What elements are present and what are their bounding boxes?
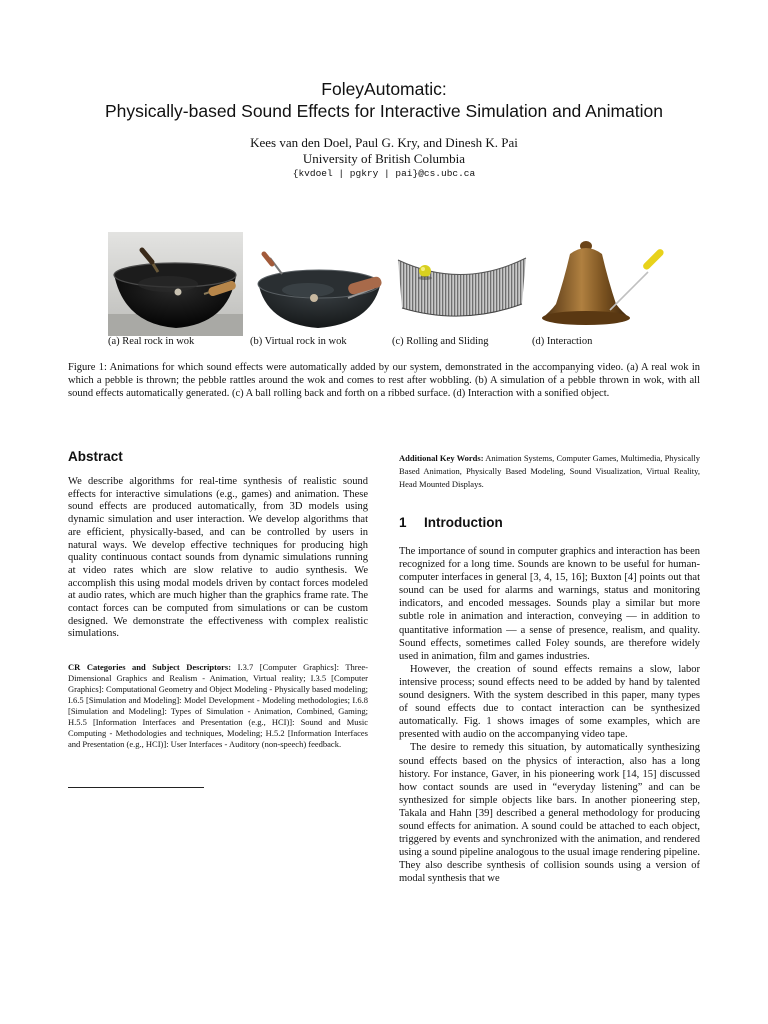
paper-title-line2: Physically-based Sound Effects for Interactive Simulation and Animation <box>104 101 664 121</box>
subcaption-b: (b) Virtual rock in wok <box>250 336 347 347</box>
keywords-text: Animation Systems, Computer Games, Multimedia, Physically Based Animation, Physically Based Modeling, Sound Visualization, Virtual Reality, Head Mounted Displays. <box>399 453 700 489</box>
cr-categories-text: I.3.7 [Computer Graphics]: Three-Dimensional Graphics and Realism - Animation, Virtual reality; I.3.5 [Computer Graphics]: Computational Geometry and Object Modeling - Physically based modeling; I.6.5 [Simulation and Modeling]: Model Development - Modeling methodologies; I.6.8 [Simulation and Modeling]: Types of Simulation - Animation, Combined, Gaming; H.5.5 [Information Interfaces and Presentation (e.g., HCI)]: Sound and Music Computing - Methodologies and techniques, Modeling; H.5.2 [Information Interfaces and Presentation (e.g., HCI)]: User Interfaces - Auditory (non-speech) feedback. <box>68 662 369 749</box>
cr-categories <box>68 662 368 750</box>
affiliation: University of British Columbia <box>302 151 466 166</box>
figure-image-ribbed-surface <box>394 232 530 336</box>
additional-keywords <box>399 452 700 491</box>
section-heading-introduction <box>399 515 503 530</box>
figure-caption: Figure 1: Animations for which sound effects were automatically added by our system, demonstrated in the accompanying video. (a) A real wok in which a pebble is thrown; the pebble rattles around the wok and comes to rest after wobbling. (b) A simulation of a pebble thrown in wok, with all sound effects automatically generated. (c) A ball rolling back and forth on a ribbed surface. (d) Interaction with a sonified object. <box>68 362 700 399</box>
figure-image-virtual-wok <box>252 232 387 336</box>
paragraph: However, the creation of sound effects remains a slow, labor intensive process; sound effects need to be added by hand by talented sound designers. With the system described in this paper, many types of sound effects due to contact interaction can be synthesized automatically. Fig. 1 shows images of some examples, which are presented with audio on the accompanying video tape. <box>399 663 700 741</box>
subcaption-d: (d) Interaction <box>532 336 593 347</box>
abstract-heading: Abstract <box>68 449 123 464</box>
section-title: Introduction <box>424 515 503 530</box>
figure-image-bell <box>536 232 664 336</box>
abstract-text: We describe algorithms for real-time synthesis of realistic sound effects for interactive simulations (e.g., games) and animation. These sound effects are produced automatically, from 3D models using dynamic simulation and user interaction. We develop algorithms that are efficient, physically-based, and can be controlled by users in natural ways. We develop effective techniques for producing high quality continuous contact sounds from dynamic simulations running at video rates which are slow relative to audio synthesis. We accomplish this using modal models driven by contact forces modeled at audio rates, which are much higher than the graphics frame rate. The contact forces can be computed from simulations or can be custom designed. We demonstrate the effectiveness with complex realistic simulations. <box>68 476 368 640</box>
author-list: Kees van den Doel, Paul G. Kry, and Dinesh K. Pai <box>250 135 518 150</box>
footnote-rule <box>68 787 204 788</box>
keywords-label: Additional Key Words: <box>399 453 484 463</box>
paragraph: The importance of sound in computer graphics and interaction has been recognized for a long time. Sounds are known to be useful for human-computer interfaces in general [3, 4, 15, 16]; Buxton [4] points out that sound can be used for alarms and warnings, status and monitoring indicators, and encoded messages. Sounds play a similar but more subtle role in animation and interaction, conveying — in addition to quantitative information — a sense of presence, realism, and quality. Sound effects, sometimes called Foley sounds, are therefore widely used in animation, film and games industries. <box>399 546 700 662</box>
figure-image-real-wok <box>108 232 243 336</box>
paper-title-line1: FoleyAutomatic: <box>321 79 447 99</box>
paragraph: The desire to remedy this situation, by automatically synthesizing sound effects based on the physics of interaction, also has a long history. For instance, Gaver, in his pioneering work [14, 15] discussed how contact sounds are used in “everyday listening” and can be synthesized for simple objects like bars. In another pioneering step, Takala and Hahn [39] described a general methodology for producing sound effects for animation. A sound could be attached to each object, triggered by events and synchronized with the animation, and rendered using a sound pipeline analogous to the usual image rendering pipeline. They also describe synthesis of collision sounds using a version of modal synthesis that we <box>399 742 700 885</box>
subcaption-a: (a) Real rock in wok <box>108 336 195 347</box>
author-email: {kvdoel | pgkry | pai}@cs.ubc.ca <box>292 168 476 179</box>
introduction-body <box>399 545 700 885</box>
cr-categories-label: CR Categories and Subject Descriptors: <box>68 662 232 672</box>
subcaption-c: (c) Rolling and Sliding <box>392 336 489 347</box>
section-number: 1 <box>399 515 407 530</box>
